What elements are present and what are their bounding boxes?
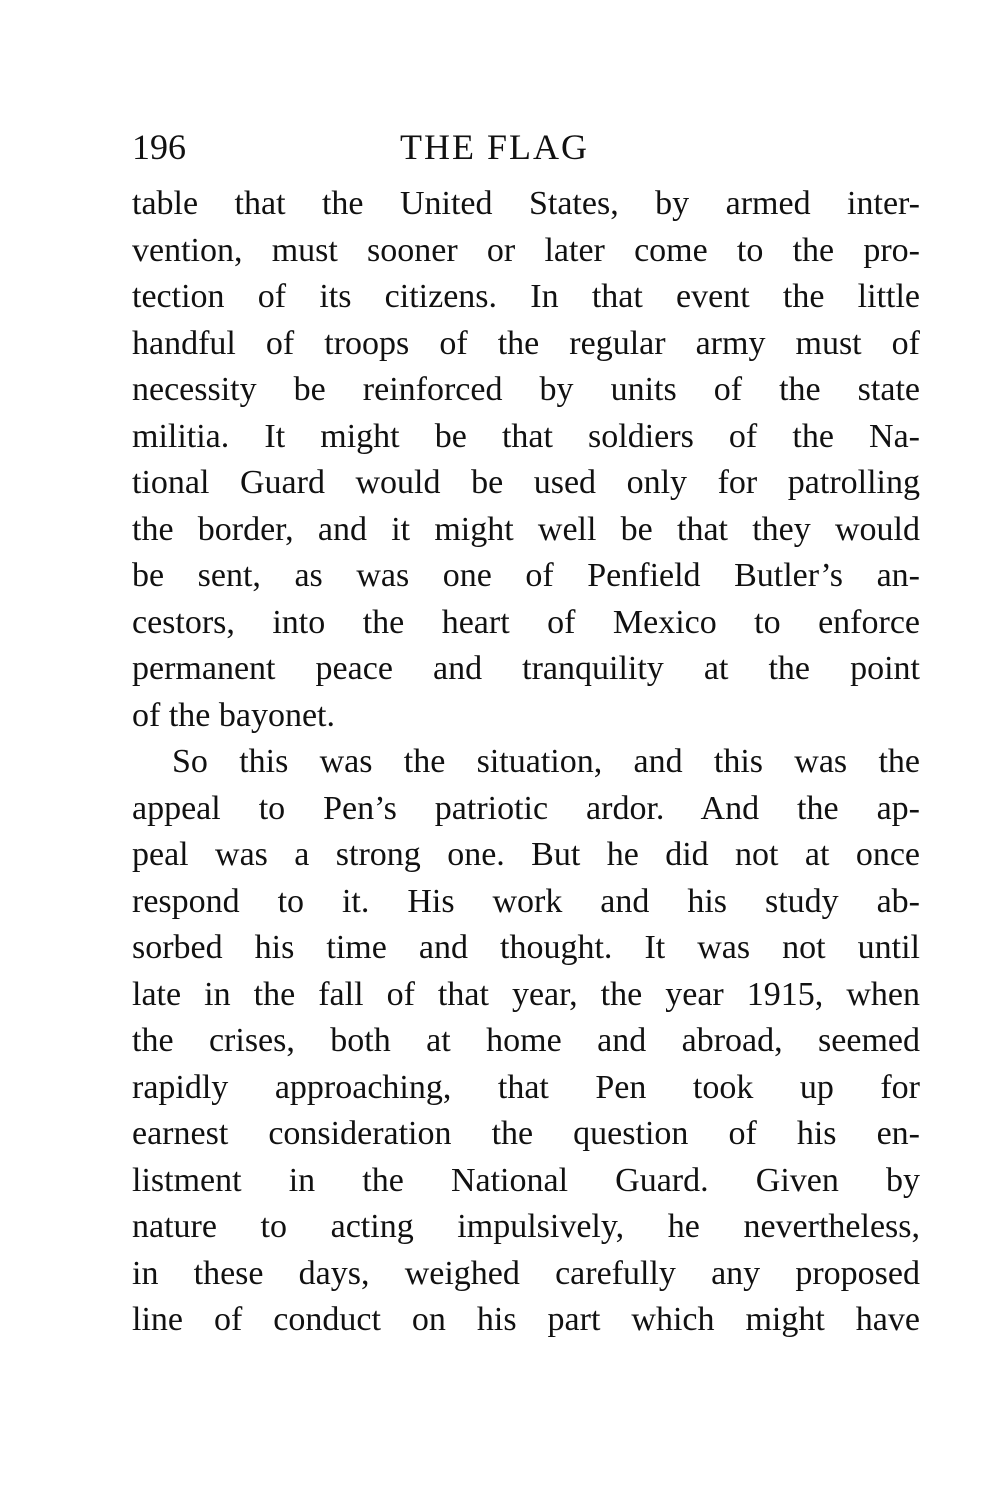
text-line: peal was a strong one. But he did not at once	[132, 836, 920, 873]
text-line: So this was the situation, and this was the	[172, 743, 920, 780]
text-line: tional Guard would be used only for patrolling	[132, 464, 920, 501]
running-title: THE FLAG	[400, 127, 589, 167]
text-line: rapidly approaching, that Pen took up for	[132, 1068, 920, 1106]
text-line: vention, must sooner or later come to the pro-	[132, 231, 920, 269]
text-line: listment in the National Guard. Given by	[132, 1161, 920, 1199]
body-text	[132, 181, 920, 1344]
text-line: late in the fall of that year, the year 1915, when	[132, 975, 920, 1013]
text-line: tection of its citizens. In that event the little	[132, 278, 920, 315]
text-line: handful of troops of the regular army must of	[132, 324, 920, 362]
text-line: permanent peace and tranquility at the point	[132, 650, 920, 687]
text-line: of the bayonet.	[132, 696, 335, 734]
text-line: necessity be reinforced by units of the state	[132, 371, 920, 408]
text-line: sorbed his time and thought. It was not until	[132, 929, 920, 966]
running-head	[132, 122, 922, 172]
text-line: table that the United States, by armed inter-	[132, 185, 920, 222]
text-line: nature to acting impulsively, he nevertheless,	[132, 1208, 920, 1245]
text-line: cestors, into the heart of Mexico to enforce	[132, 603, 920, 641]
text-line: the crises, both at home and abroad, seemed	[132, 1022, 920, 1059]
text-line: line of conduct on his part which might have	[132, 1301, 920, 1338]
text-line: earnest consideration the question of his en-	[132, 1115, 920, 1152]
text-line: militia. It might be that soldiers of the Na-	[132, 417, 920, 455]
text-line: be sent, as was one of Penfield Butler’s an-	[132, 557, 920, 594]
text-line: the border, and it might well be that they would	[132, 510, 920, 548]
page-number: 196	[132, 127, 186, 167]
text-line: in these days, weighed carefully any proposed	[132, 1254, 920, 1292]
text-line: appeal to Pen’s patriotic ardor. And the ap-	[132, 789, 920, 827]
text-line: respond to it. His work and his study ab-	[132, 882, 920, 920]
